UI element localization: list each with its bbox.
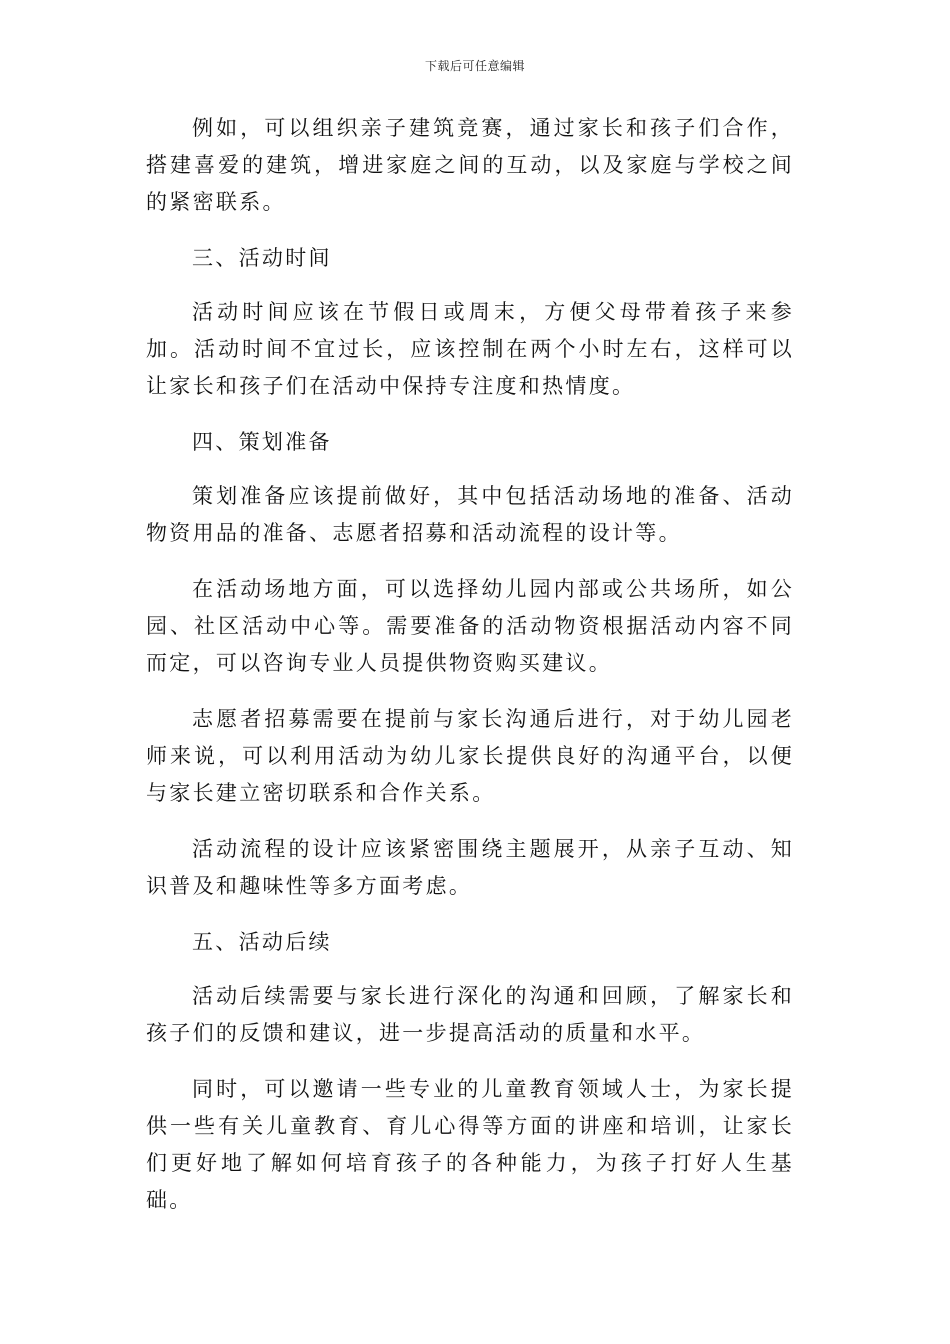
paragraph-example: 例如，可以组织亲子建筑竞赛，通过家长和孩子们合作，搭建喜爱的建筑，增进家庭之间的互动，以及家庭与学校之间的紧密联系。 [146, 116, 794, 214]
paragraph-lectures: 同时，可以邀请一些专业的儿童教育领域人士，为家长提供一些有关儿童教育、育儿心得等方面的讲座和培训，让家长们更好地了解如何培育孩子的各种能力，为孩子打好人生基础。 [146, 1077, 794, 1212]
header-note: 下载后可任意编辑 [424, 59, 525, 73]
paragraph-time: 活动时间应该在节假日或周末，方便父母带着孩子来参加。活动时间不宜过长，应该控制在两个小时左右，这样可以让家长和孩子们在活动中保持专注度和热情度。 [146, 300, 794, 398]
paragraph-volunteers: 志愿者招募需要在提前与家长沟通后进行，对于幼儿园老师来说，可以利用活动为幼儿家长提供良好的沟通平台，以便与家长建立密切联系和合作关系。 [146, 707, 794, 805]
paragraph-preparation: 策划准备应该提前做好，其中包括活动场地的准备、活动物资用品的准备、志愿者招募和活动流程的设计等。 [146, 484, 794, 545]
section-heading-preparation: 四、策划准备 [192, 430, 332, 454]
section-heading-followup: 五、活动后续 [192, 930, 332, 954]
paragraph-followup: 活动后续需要与家长进行深化的沟通和回顾，了解家长和孩子们的反馈和建议，进一步提高活动的质量和水平。 [146, 984, 794, 1045]
paragraph-venue: 在活动场地方面，可以选择幼儿园内部或公共场所，如公园、社区活动中心等。需要准备的活动物资根据活动内容不同而定，可以咨询专业人员提供物资购买建议。 [146, 577, 794, 675]
document-body [146, 110, 794, 1238]
section-heading-time: 三、活动时间 [192, 246, 332, 270]
paragraph-process: 活动流程的设计应该紧密围绕主题展开，从亲子互动、知识普及和趣味性等多方面考虑。 [146, 837, 794, 898]
